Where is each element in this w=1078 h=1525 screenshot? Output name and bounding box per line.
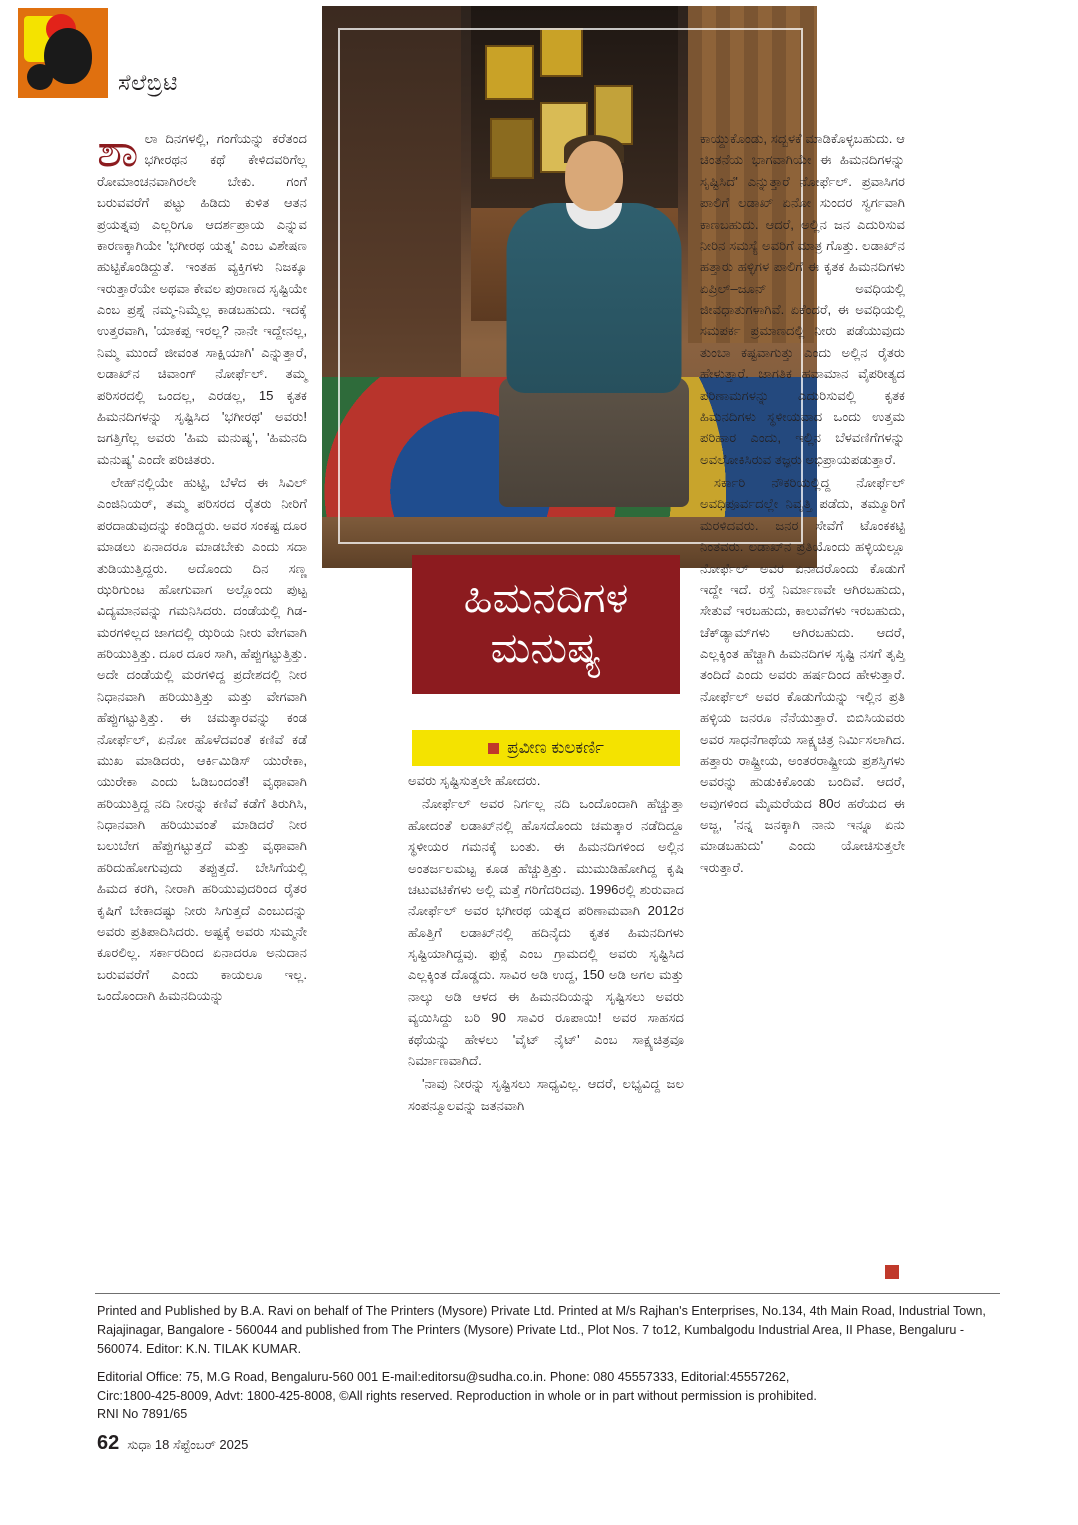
footer-divider: [95, 1293, 1000, 1294]
article-column-3: [700, 128, 905, 880]
end-of-article-marker: [885, 1265, 899, 1279]
paragraph-text: ಲಾ ದಿನಗಳಲ್ಲಿ, ಗಂಗೆಯನ್ನು ಕರೆತಂದ ಭಗೀರಥನ ಕಥೆ ಕೇಳಿದವರಿಗೆಲ್ಲ ರೋಮಾಂಚನವಾಗಿರಲೇ ಬೇಕು. ಗಂಗೆ ಬರುವವರೆಗೆ ಪಟ್ಟು ಹಿಡಿದು ಕುಳಿತ ಆತನ ಪ್ರಯತ್ನವು ಎಲ್ಲರಿಗೂ ಆದರ್ಶಪ್ರಾಯ ಎನ್ನುವ ಕಾರಣಕ್ಕಾಗಿಯೇ 'ಭಗೀರಥ ಯತ್ನ' ಎಂಬ ವಿಶೇಷಣ ಹುಟ್ಟಿಕೊಂಡಿದ್ದುತೆ. ಇಂತಹ ವ್ಯಕ್ತಿಗಳು ನಿಜಕ್ಕೂ ಇರುತ್ತಾರೆಯೇ ಅಥವಾ ಕೇವಲ ಪುರಾಣದ ಸೃಷ್ಟಿಯೇ ಎಂಬ ಪ್ರಶ್ನೆ ನಮ್ಮ-ನಿಮ್ಮೆಲ್ಲ ಕಾಡಬಹುದು. ಇದಕ್ಕೆ ಉತ್ತರವಾಗಿ, 'ಯಾಕಪ್ಪ ಇರಲ್ಲ? ನಾನೇ ಇದ್ದೇನಲ್ಲ, ನಿಮ್ಮ ಮುಂದೆ ಜೀವಂತ ಸಾಕ್ಷಿಯಾಗಿ' ಎನ್ನುತ್ತಾರೆ, ಲಡಾಖ್‌ನ ಚಿವಾಂಗ್ ನೋರ್ಫೆಲ್. ತಮ್ಮ ಪರಿಸರದಲ್ಲಿ ಒಂದಲ್ಲ, ಎರಡಲ್ಲ, 15 ಕೃತಕ ಹಿಮನದಿಗಳನ್ನು ಸೃಷ್ಟಿಸಿದ 'ಭಗೀರಥ' ಅವರು! ಜಗತ್ತಿಗೆಲ್ಲ ಅವರು 'ಹಿಮ ಮನುಷ್ಯ', 'ಹಿಮನದಿ ಮನುಷ್ಯ' ಎಂದೇ ಪರಿಚಿತರು.: [97, 131, 307, 467]
headline: [412, 555, 680, 694]
article-column-2: [408, 770, 684, 1118]
imprint-line-3: Circ:1800-425-8009, Advt: 1800-425-8008, ©All rights reserved. Reproduction in whole or in part without permission is prohibited.: [97, 1388, 817, 1403]
byline: [412, 730, 680, 766]
issue-line: ಸುಧಾ 18 ಸೆಪ್ಟೆಂಬರ್ 2025: [127, 1437, 249, 1452]
imprint-block: [97, 1302, 992, 1433]
imprint-line-4: RNI No 7891/65: [97, 1407, 188, 1422]
byline-square-icon: [488, 743, 499, 754]
masthead: [18, 8, 178, 98]
imprint-line-1: Printed and Published by B.A. Ravi on behalf of The Printers (Mysore) Private Ltd. Printed at M/s Rajhan's Enterprises, No.134, 4th Main Road, Industrial Town, Rajajinagar, Bangalore - 560044 and published from The Printers (Mysore) Private Ltd., Plot Nos. 7 to12, Kumbalgodu Industrial Area, II Phase, Bengaluru - 560074. Editor: K.N. TILAK KUMAR.: [97, 1304, 986, 1356]
drop-cap: ಶಾ: [97, 124, 139, 176]
paragraph-text: 'ನಾವು ನೀರನ್ನು ಸೃಷ್ಟಿಸಲು ಸಾಧ್ಯವಿಲ್ಲ. ಆದರೆ, ಲಭ್ಯವಿದ್ದ ಜಲ ಸಂಪನ್ಮೂಲವನ್ನು ಜತನವಾಗಿ: [408, 1076, 684, 1113]
paragraph-text: ಸರ್ಕಾರಿ ನೌಕರಿಯಲ್ಲಿದ್ದ ನೋರ್ಫೆಲ್ ಅವಧಿಪೂರ್ವದಲ್ಲೇ ನಿವೃತ್ತಿ ಪಡೆದು, ತಮ್ಮೂರಿಗೆ ಮರಳಿದವರು. ಜನರ ಸೇವೆಗೆ ಟೊಂಕಕಟ್ಟಿ ನಿಂತವರು. ಲಡಾಖ್‌ನ ಪ್ರತಿಯೊಂದು ಹಳ್ಳಿಯಲ್ಲೂ ನೋರ್ಫೆಲ್ ಅವರ ಏನಾದರೊಂದು ಕೊಡುಗೆ ಇದ್ದೇ ಇದೆ. ರಸ್ತೆ ನಿರ್ಮಾಣವೇ ಆಗಿರಬಹುದು, ಸೇತುವೆ ಇರಬಹುದು, ಕಾಲುವೆಗಳು ಇರಬಹುದು, ಚೆಕ್‌ಡ್ಯಾಮ್‌ಗಳು ಆಗಿರಬಹುದು. ಆದರೆ, ಎಲ್ಲಕ್ಕಿಂತ ಹೆಚ್ಚಾಗಿ ಹಿಮನದಿಗಳ ಸೃಷ್ಟಿ ನಸಗೆ ತೃಪ್ತಿ ತಂದಿದೆ ಎಂದು ಅವರು ಹರ್ಷದಿಂದ ಹೇಳುತ್ತಾರೆ. ನೋರ್ಫೆಲ್ ಅವರ ಕೊಡುಗೆಯನ್ನು ಇಲ್ಲಿನ ಪ್ರತಿ ಹಳ್ಳಿಯ ಜನರೂ ನೆನೆಯುತ್ತಾರೆ. ಬಿಬಿಸಿಯವರು ಅವರ ಸಾಧನೆಗಾಥೆಯ ಸಾಕ್ಷ್ಯಚಿತ್ರ ನಿರ್ಮಿಸಲಾಗಿದ. ಹತ್ತಾರು ರಾಷ್ಟ್ರೀಯ, ಅಂತರರಾಷ್ಟ್ರೀಯ ಪ್ರಶಸ್ತಿಗಳು ಅವರನ್ನು ಹುಡುಕಿಕೊಂಡು ಬಂದಿವೆ. ಆದರೆ, ಅವುಗಳಿಂದ ಮೈಮರೆಯದ 80ರ ಹರೆಯದ ಈ ಅಜ್ಜ, 'ನನ್ನ ಜನಕ್ಕಾಗಿ ನಾನು ಇನ್ನೂ ಏನು ಮಾಡಬಹುದು' ಎಂದು ಯೋಚಿಸುತ್ತಲೇ ಇರುತ್ತಾರೆ.: [700, 475, 905, 875]
page-footer: [97, 1432, 248, 1455]
article-column-1: [97, 124, 307, 1008]
paragraph-text: ಅವರು ಸೃಷ್ಟಿಸುತ್ತಲೇ ಹೋದರು.: [408, 773, 541, 788]
page-number: 62: [97, 1432, 120, 1454]
imprint-line-2: Editorial Office: 75, M.G Road, Bengaluru-560 001 E-mail:editorsu@sudha.co.in. Phone: 080 45557333, Editorial:45557262,: [97, 1369, 790, 1384]
headline-line-1: ಹಿಮನದಿಗಳ: [463, 574, 629, 621]
paragraph-text: ನೋರ್ಫೆಲ್ ಅವರ ನಿರ್ಗಲ್ಲ ನದಿ ಒಂದೊಂದಾಗಿ ಹೆಚ್ಚುತ್ತಾ ಹೋದಂತೆ ಲಡಾಖ್‌ನಲ್ಲಿ ಹೊಸದೊಂದು ಚಮತ್ಕಾರ ನಡೆದಿದ್ದೂ ಸ್ಥಳೀಯರ ಗಮನಕ್ಕೆ ಬಂತು. ಈ ಹಿಮನದಿಗಳಿಂದ ಅಲ್ಲಿನ ಅಂತರ್ಜಲಮಟ್ಟ ಕೂಡ ಹೆಚ್ಚುತ್ತಿತ್ತು. ಮುಮುಡಿಹೋಗಿದ್ದ ಕೃಷಿ ಚಟುವಟಿಕೆಗಳು ಅಲ್ಲಿ ಮತ್ತೆ ಗರಿಗೆದರಿದವು. 1996ರಲ್ಲಿ ಶುರುವಾದ ನೋರ್ಫೆಲ್ ಅವರ ಭಗೀರಥ ಯತ್ನದ ಪರಿಣಾಮವಾಗಿ 2012ರ ಹೊತ್ತಿಗೆ ಲಡಾಖ್‌ನಲ್ಲಿ ಹದಿನೈದು ಕೃತಕ ಹಿಮನದಿಗಳು ಸೃಷ್ಟಿಯಾಗಿದ್ದವು. ಫುಕ್ಸೆ ಎಂಬ ಗ್ರಾಮದಲ್ಲಿ ಅವರು ಸೃಷ್ಟಿಸಿದ ಎಲ್ಲಕ್ಕಿಂತ ದೊಡ್ಡದು. ಸಾವಿರ ಅಡಿ ಉದ್ದ, 150 ಅಡಿ ಅಗಲ ಮತ್ತು ನಾಲ್ಕು ಅಡಿ ಆಳದ ಈ ಹಿಮನದಿಯನ್ನು ಸೃಷ್ಟಿಸಲು ಅವರು ವ್ಯಯಿಸಿದ್ದು ಬರಿ 90 ಸಾವಿರ ರೂಪಾಯಿ! ಅವರ ಸಾಹಸದ ಕಥೆಯನ್ನು ಹೇಳಲು 'ವೈಟ್ ನೈಟ್' ಎಂಬ ಸಾಕ್ಷ್ಯಚಿತ್ರವೂ ನಿರ್ಮಾಣವಾಗಿದೆ.: [408, 796, 684, 1068]
headline-line-2: ಮನುಷ್ಯ: [490, 623, 602, 671]
paragraph-text: ಲೇಹ್‌ನಲ್ಲಿಯೇ ಹುಟ್ಟಿ, ಬೆಳೆದ ಈ ಸಿವಿಲ್ ಎಂಜಿನಿಯರ್, ತಮ್ಮ ಪರಿಸರದ ರೈತರು ನೀರಿಗೆ ಪರದಾಡುವುದನ್ನು ಕಂಡಿದ್ದರು. ಅವರ ಸಂಕಷ್ಟ ದೂರ ಮಾಡಲು ಏನಾದರೂ ಮಾಡಬೇಕು ಎಂದು ಸದಾ ತುಡಿಯುತ್ತಿದ್ದರು. ಅದೊಂದು ದಿನ ಸಣ್ಣ ಝರಿಗುಂಟ ಹೋಗುವಾಗ ಅಲ್ಲೊಂದು ಪುಟ್ಟ ವಿದ್ಯಮಾನವನ್ನು ಗಮನಿಸಿದರು. ದಂಡೆಯಲ್ಲಿ ಗಿಡ-ಮರಗಳಿಲ್ಲದ ಜಾಗದಲ್ಲಿ ಝರಿಯ ನೀರು ವೇಗವಾಗಿ ಹರಿಯುತ್ತಿತ್ತು. ದೂರ ದೂರ ಸಾಗಿ, ಹೆಪ್ಪುಗಟ್ಟುತ್ತಿತ್ತು. ಅದೇ ದಂಡೆಯಲ್ಲಿ ಮರಗಳಿದ್ದ ಪ್ರದೇಶದಲ್ಲಿ ನೀರ ನಿಧಾನವಾಗಿ ಹರಿಯುತ್ತಿತ್ತು ಮತ್ತು ವೇಗವಾಗಿ ಹೆಪ್ಪುಗಟ್ಟುತ್ತಿತ್ತು. ಈ ಚಮತ್ಕಾರವನ್ನು ಕಂಡ ನೋರ್ಫೆಲ್, ಏನೋ ಹೊಳೆದವಂತೆ ಕಣಿವೆ ಕಡೆ ಮುಖ ಮಾಡಿದರು, ಆರ್ಕಿಮಿಡಿಸ್ ಯುರೇಕಾ, ಯುರೇಕಾ ಎಂದು ಓಡಿಬಂದಂತೆ! ವೃಥಾವಾಗಿ ಹರಿಯುತ್ತಿದ್ದ ನದಿ ನೀರನ್ನು ಕಣಿವೆ ಕಡೆಗೆ ತಿರುಗಿಸಿ, ನಿಧಾನವಾಗಿ ಹರಿಯುವಂತೆ ಮಾಡಿದರೆ ನೀರ ಬಲುಬೇಗ ಹೆಪ್ಪುಗಟ್ಟುತ್ತದೆ ಮತ್ತು ವೃಥಾವಾಗಿ ಹರಿದುಹೋಗುವುದು ತಪ್ಪುತ್ತದೆ. ಬೇಸಿಗೆಯಲ್ಲಿ ಹಿಮದ ಕರಗಿ, ನೀರಾಗಿ ಹರಿಯುವುದರಿಂದ ರೈತರ ಕೃಷಿಗೆ ಬೇಕಾದಷ್ಟು ನೀರು ಸಿಗುತ್ತದೆ ಎಂಬುದನ್ನು ಅವರು ಪ್ರತಿಪಾದಿಸಿದರು. ಅಷ್ಟಕ್ಕೆ ಅವರು ಸುಮ್ಮನೇ ಕೂರಲಿಲ್ಲ. ಸರ್ಕಾರದಿಂದ ಏನಾದರೂ ಅನುದಾನ ಬರುವವರೆಗೆ ಎಂದು ಕಾಯಲೂ ಇಲ್ಲ. ಒಂದೊಂದಾಗಿ ಹಿಮನದಿಯನ್ನು: [97, 475, 307, 1003]
byline-author: ಪ್ರವೀಣ ಕುಲಕರ್ಣಿ: [507, 738, 604, 757]
section-label: ಸೆಲೆಬ್ರಿಟಿ: [118, 70, 178, 95]
sudha-logo-icon: [18, 8, 108, 98]
paragraph-text: ಕಾಯ್ದುಕೊಂಡು, ಸದ್ಬಳಕೆ ಮಾಡಿಕೊಳ್ಳಬಹುದು. ಆ ಚಿಂತನೆಯ ಭಾಗವಾಗಿಯೇ ಈ ಹಿಮನದಿಗಳನ್ನು ಸೃಷ್ಟಿಸಿದೆ' ಎನ್ನುತ್ತಾರೆ ನೋರ್ಫೆಲ್. ಪ್ರವಾಸಿಗರ ಪಾಲಿಗೆ ಲಡಾಖ್ ಏನೋ ಸುಂದರ ಸ್ವರ್ಗವಾಗಿ ಕಾಣಬಹುದು. ಆದರೆ, ಅಲ್ಲಿನ ಜನ ಎದುರಿಸುವ ನೀರಿನ ಸಮಸ್ಯೆ ಅವರಿಗೆ ಮಾತ್ರ ಗೊತ್ತು. ಲಡಾಖ್‌ನ ಹತ್ತಾರು ಹಳ್ಳಿಗಳ ಪಾಲಿಗೆ ಈ ಕೃತಕ ಹಿಮನದಿಗಳು ಏಪ್ರಿಲ್–ಜೂನ್ ಅವಧಿಯಲ್ಲಿ ಜೀವಧಾತುಗಳಾಗಿವೆ. ಏಕೆಂದರೆ, ಈ ಅವಧಿಯಲ್ಲಿ ಸಮಪರ್ಕ ಪ್ರಮಾಣದಲ್ಲಿ ನೀರು ಪಡೆಯುವುದು ತುಂಬಾ ಕಷ್ಟವಾಗುತ್ತು ಎಂದು ಅಲ್ಲಿನ ರೈತರು ಹೇಳುತ್ತಾರೆ. ಜಾಗತಿಕ ಹವಾಮಾನ ವೈಪರೀತ್ಯದ ಪರಿಣಾಮಗಳನ್ನು ಎದುರಿಸುವಲ್ಲಿ ಕೃತಕ ಹಿಮನದಿಗಳು ಸ್ಥಳೀಯವಾದ ಒಂದು ಉತ್ತಮ ಪರಿಹಾರ ಎಂದು, ಇಲ್ಲಿನ ಬೆಳವಣಿಗೆಗಳನ್ನು ಅವಲೋಕಿಸಿರುವ ತಜ್ಞರು ಅಭಿಪ್ರಾಯಪಡುತ್ತಾರೆ.: [700, 131, 905, 467]
